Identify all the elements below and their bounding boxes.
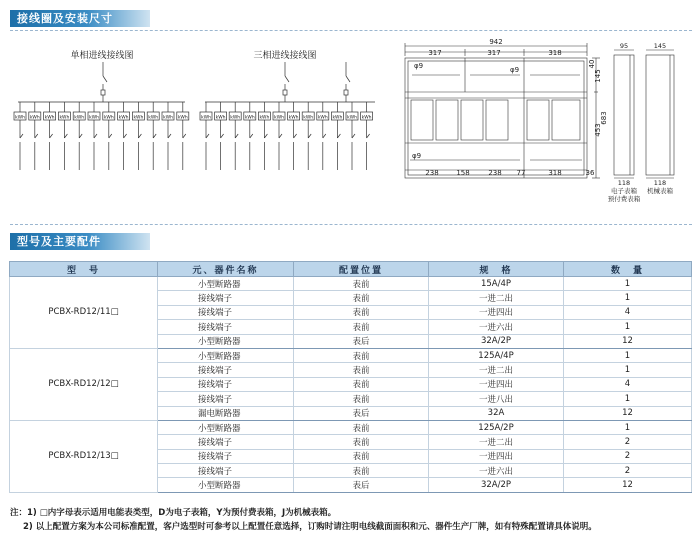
caption-mechanical: 机械表箱 bbox=[647, 187, 673, 195]
dim-radius-a: φ9 bbox=[414, 62, 424, 70]
dim-height: 683 bbox=[600, 111, 608, 125]
kwh-label: kWh bbox=[215, 115, 226, 121]
kwh-label: kWh bbox=[259, 115, 270, 121]
header-position: 配置位置 bbox=[294, 262, 429, 277]
spec-cell: 125A/2P bbox=[429, 420, 564, 434]
position-cell: 表前 bbox=[294, 420, 429, 434]
position-cell: 表前 bbox=[294, 291, 429, 305]
single-phase-title: 单相进线接线图 bbox=[70, 51, 134, 61]
dim-radius-c: φ9 bbox=[412, 152, 422, 160]
dim-bottom-1: 238 bbox=[425, 169, 439, 177]
spec-cell: 一进二出 bbox=[429, 291, 564, 305]
component-cell: 接线端子 bbox=[158, 363, 294, 377]
kwh-label: kWh bbox=[230, 115, 241, 121]
qty-cell: 12 bbox=[564, 334, 692, 348]
position-cell: 表前 bbox=[294, 449, 429, 463]
dim-bottom-3: 238 bbox=[488, 169, 502, 177]
kwh-label: kWh bbox=[74, 115, 85, 121]
note-1: 注：1) □内字母表示适用电能表类型，D为电子表箱，Y为预付费表箱，J为机械表箱。 bbox=[10, 508, 337, 518]
model-cell: PCBX-RD12/13□ bbox=[10, 420, 158, 492]
component-cell: 接线端子 bbox=[158, 320, 294, 334]
kwh-label: kWh bbox=[89, 115, 99, 121]
qty-cell: 1 bbox=[564, 363, 692, 377]
position-cell: 表前 bbox=[294, 277, 429, 291]
dim-col2: 317 bbox=[487, 49, 501, 57]
cabinet-side-views bbox=[614, 50, 674, 178]
qty-cell: 1 bbox=[564, 392, 692, 406]
spec-cell: 一进四出 bbox=[429, 449, 564, 463]
caption-electronic: 电子表箱 bbox=[611, 187, 637, 195]
component-cell: 接线端子 bbox=[158, 291, 294, 305]
component-cell: 小型断路器 bbox=[158, 334, 294, 348]
section-title-models: 型号及主要配件 bbox=[17, 235, 101, 248]
qty-cell: 1 bbox=[564, 348, 692, 362]
position-cell: 表前 bbox=[294, 464, 429, 478]
spec-cell: 32A bbox=[429, 406, 564, 420]
position-cell: 表后 bbox=[294, 478, 429, 492]
header-model: 型 号 bbox=[10, 262, 158, 277]
dimension-labels bbox=[412, 38, 608, 177]
kwh-label: kWh bbox=[133, 115, 144, 121]
spec-cell: 一进四出 bbox=[429, 305, 564, 319]
qty-cell: 2 bbox=[564, 449, 692, 463]
header-component: 元、器件名称 bbox=[158, 262, 294, 277]
kwh-label: kWh bbox=[303, 115, 314, 121]
kwh-label: kWh bbox=[15, 115, 25, 121]
qty-cell: 2 bbox=[564, 464, 692, 478]
spec-cell: 125A/4P bbox=[429, 348, 564, 362]
position-cell: 表前 bbox=[294, 377, 429, 391]
table-row bbox=[10, 277, 692, 291]
kwh-label: kWh bbox=[274, 115, 284, 121]
kwh-label: kWh bbox=[244, 115, 255, 121]
component-cell: 接线端子 bbox=[158, 449, 294, 463]
dim-bottom-2: 158 bbox=[456, 169, 470, 177]
notes bbox=[10, 506, 597, 534]
kwh-label: kWh bbox=[148, 115, 159, 121]
section-title-wiring: 接线圈及安装尺寸 bbox=[17, 12, 113, 25]
spec-cell: 32A/2P bbox=[429, 334, 564, 348]
spec-cell: 32A/2P bbox=[429, 478, 564, 492]
dim-side-bottom-2: 118 bbox=[653, 179, 667, 187]
dim-col3: 318 bbox=[548, 49, 562, 57]
qty-cell: 1 bbox=[564, 420, 692, 434]
dim-h2: 453 bbox=[594, 123, 602, 137]
kwh-label: kWh bbox=[118, 115, 129, 121]
qty-cell: 2 bbox=[564, 435, 692, 449]
kwh-label: kWh bbox=[288, 115, 299, 121]
table-header-row bbox=[10, 262, 692, 277]
kwh-label: kWh bbox=[317, 115, 328, 121]
three-phase-title: 三相进线接线图 bbox=[253, 51, 317, 61]
table-row bbox=[10, 420, 692, 434]
position-cell: 表前 bbox=[294, 435, 429, 449]
component-cell: 接线端子 bbox=[158, 435, 294, 449]
dim-h1: 145 bbox=[594, 69, 602, 83]
spec-cell: 一进二出 bbox=[429, 363, 564, 377]
qty-cell: 12 bbox=[564, 478, 692, 492]
model-cell: PCBX-RD12/11□ bbox=[10, 277, 158, 349]
spec-cell: 一进二出 bbox=[429, 435, 564, 449]
component-cell: 小型断路器 bbox=[158, 478, 294, 492]
table-body bbox=[10, 277, 692, 493]
spec-table bbox=[9, 261, 692, 493]
dim-radius-b: φ9 bbox=[510, 66, 520, 74]
header-qty: 数 量 bbox=[564, 262, 692, 277]
position-cell: 表前 bbox=[294, 305, 429, 319]
component-cell: 接线端子 bbox=[158, 464, 294, 478]
kwh-label: kWh bbox=[177, 115, 188, 121]
kwh-label: kWh bbox=[201, 115, 211, 121]
wiring-and-dimension-diagrams bbox=[0, 0, 700, 230]
kwh-label: kWh bbox=[347, 115, 357, 121]
header-spec: 规 格 bbox=[429, 262, 564, 277]
dim-right-offset: 36 bbox=[585, 169, 595, 177]
component-cell: 小型断路器 bbox=[158, 420, 294, 434]
kwh-label: kWh bbox=[163, 115, 173, 121]
kwh-label: kWh bbox=[103, 115, 114, 121]
kwh-label: kWh bbox=[361, 115, 372, 121]
kwh-label: kWh bbox=[332, 115, 343, 121]
note-2: 2) 以上配置方案为本公司标准配置，客户选型时可参考以上配置任意选择，订购时请注明电线截面面积和元、器件生产厂牌，如有特殊配置请具体说明。 bbox=[23, 522, 597, 532]
spec-cell: 一进六出 bbox=[429, 464, 564, 478]
qty-cell: 12 bbox=[564, 406, 692, 420]
position-cell: 表后 bbox=[294, 334, 429, 348]
dim-side-bottom-1: 118 bbox=[617, 179, 631, 187]
position-cell: 表前 bbox=[294, 363, 429, 377]
table-row bbox=[10, 348, 692, 362]
qty-cell: 4 bbox=[564, 377, 692, 391]
component-cell: 漏电断路器 bbox=[158, 406, 294, 420]
model-cell: PCBX-RD12/12□ bbox=[10, 348, 158, 420]
kwh-label: kWh bbox=[29, 115, 40, 121]
dim-h3: 40 bbox=[588, 59, 596, 69]
qty-cell: 1 bbox=[564, 277, 692, 291]
dim-bottom-5: 318 bbox=[548, 169, 562, 177]
position-cell: 表前 bbox=[294, 392, 429, 406]
cabinet-front-view bbox=[405, 43, 600, 178]
position-cell: 表后 bbox=[294, 406, 429, 420]
spec-cell: 一进四出 bbox=[429, 377, 564, 391]
spec-cell: 一进六出 bbox=[429, 320, 564, 334]
position-cell: 表前 bbox=[294, 320, 429, 334]
dim-side-depth-1: 95 bbox=[619, 42, 629, 50]
qty-cell: 4 bbox=[564, 305, 692, 319]
component-cell: 接线端子 bbox=[158, 305, 294, 319]
section-divider-2 bbox=[10, 224, 692, 225]
component-cell: 接线端子 bbox=[158, 392, 294, 406]
dim-side-depth-2: 145 bbox=[653, 42, 667, 50]
position-cell: 表前 bbox=[294, 348, 429, 362]
dim-total-width: 942 bbox=[489, 38, 503, 46]
kwh-label: kWh bbox=[44, 115, 55, 121]
component-cell: 小型断路器 bbox=[158, 277, 294, 291]
kwh-labels bbox=[15, 115, 372, 121]
component-cell: 接线端子 bbox=[158, 377, 294, 391]
component-cell: 小型断路器 bbox=[158, 348, 294, 362]
spec-cell: 一进八出 bbox=[429, 392, 564, 406]
dim-bottom-4: 77 bbox=[516, 169, 526, 177]
dim-col1: 317 bbox=[428, 49, 442, 57]
qty-cell: 1 bbox=[564, 291, 692, 305]
qty-cell: 1 bbox=[564, 320, 692, 334]
kwh-label: kWh bbox=[59, 115, 70, 121]
spec-cell: 15A/4P bbox=[429, 277, 564, 291]
caption-prepaid: 预付费表箱 bbox=[607, 195, 641, 203]
